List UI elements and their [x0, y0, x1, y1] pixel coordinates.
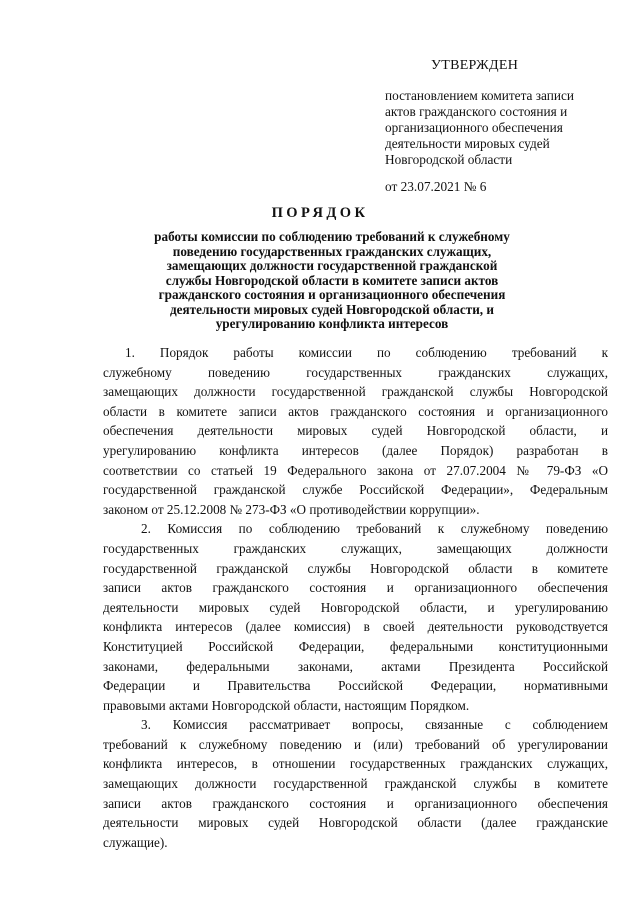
subtitle-line: урегулированию конфликта интересов	[215, 316, 449, 331]
paragraph-line: обеспечения деятельности мировых судей Новгородской области, и	[103, 423, 608, 439]
subtitle-line: службы Новгородской области в комитете записи актов	[165, 272, 499, 288]
approval-line: постановлением комитета записи	[385, 88, 574, 103]
approval-line: деятельности мировых судей	[385, 136, 550, 151]
paragraph-line: деятельности мировых судей Новгородской области (далее гражданские	[103, 815, 608, 831]
paragraph-line: соответствии со статьей 19 Федерального закона от 27.07.2004 № 79-ФЗ «О	[103, 462, 608, 478]
document-title: ПОРЯДОК	[271, 205, 369, 221]
paragraph-line: правовыми актами Новгородской области, настоящим Порядком.	[103, 697, 470, 713]
paragraph-line: области в комитете записи актов гражданского состояния и организационного	[103, 403, 608, 419]
document-body	[103, 343, 608, 852]
paragraph-1	[103, 343, 608, 519]
subtitle-line: работы комиссии по соблюдению требований к служебному	[154, 229, 510, 244]
paragraph-line: записи актов гражданского состояния и организационного обеспечения	[103, 580, 608, 596]
approval-line: организационного обеспечения	[385, 120, 563, 135]
paragraph-line: замещающих должности государственной гражданской службы в комитете	[103, 776, 608, 792]
paragraph-line: замещающих должности государственной гражданской службы Новгородской	[103, 384, 608, 400]
paragraph-line: деятельности мировых судей Новгородской области, и урегулированию	[103, 599, 608, 615]
paragraph-line: государственной гражданской службе Российской Федерации», Федеральным	[103, 482, 608, 498]
paragraph-line: законами, федеральными законами, актами Президента Российской	[103, 658, 608, 674]
approval-date: от 23.07.2021 № 6	[385, 179, 487, 194]
approval-stamp	[385, 58, 605, 195]
document-subtitle	[120, 230, 544, 332]
paragraph-line: государственных гражданских служащих, замещающих должности	[103, 540, 608, 556]
paragraph-line: урегулированию конфликта интересов (далее Порядок) разработан в	[103, 442, 608, 458]
subtitle-line: деятельности мировых судей Новгородской области, и	[170, 301, 494, 317]
paragraph-line: 1. Порядок работы комиссии по соблюдению требований к	[125, 345, 608, 360]
paragraph-line: конфликта интересов, в отношении государственных гражданских служащих,	[103, 756, 608, 772]
paragraph-2	[103, 519, 608, 715]
paragraph-line: Федерации и Правительства Российской Федерации, нормативными	[103, 678, 608, 694]
paragraph-3	[103, 715, 608, 852]
approval-line: Новгородской области	[385, 152, 513, 167]
paragraph-line: законом от 25.12.2008 № 273-ФЗ «О противодействии коррупции».	[103, 501, 480, 517]
approval-heading: УТВЕРЖДЕН	[431, 58, 519, 73]
paragraph-line: служебному поведению государственных гражданских служащих,	[103, 364, 608, 380]
approval-line: актов гражданского состояния и	[385, 104, 568, 119]
subtitle-line: замещающих должности государственной гражданской	[166, 258, 498, 273]
paragraph-line: государственной гражданской службы Новгородской области в комитете	[103, 560, 608, 576]
paragraph-line: требований к служебному поведению и (или) требований об урегулировании	[103, 736, 608, 752]
paragraph-line: Конституцией Российской Федерации, федеральными конституционными	[103, 638, 608, 654]
paragraph-line: 2. Комиссия по соблюдению требований к служебному поведению	[141, 521, 608, 537]
paragraph-line: конфликта интересов (далее комиссия) в своей деятельности руководствуется	[103, 619, 608, 635]
paragraph-line: служащие).	[103, 834, 168, 850]
paragraph-line: 3. Комиссия рассматривает вопросы, связанные с соблюдением	[141, 717, 608, 733]
paragraph-line: записи актов гражданского состояния и организационного обеспечения	[103, 795, 608, 811]
subtitle-line: гражданского состояния и организационного обеспечения	[158, 287, 506, 302]
subtitle-line: поведению государственных гражданских служащих,	[172, 243, 492, 259]
